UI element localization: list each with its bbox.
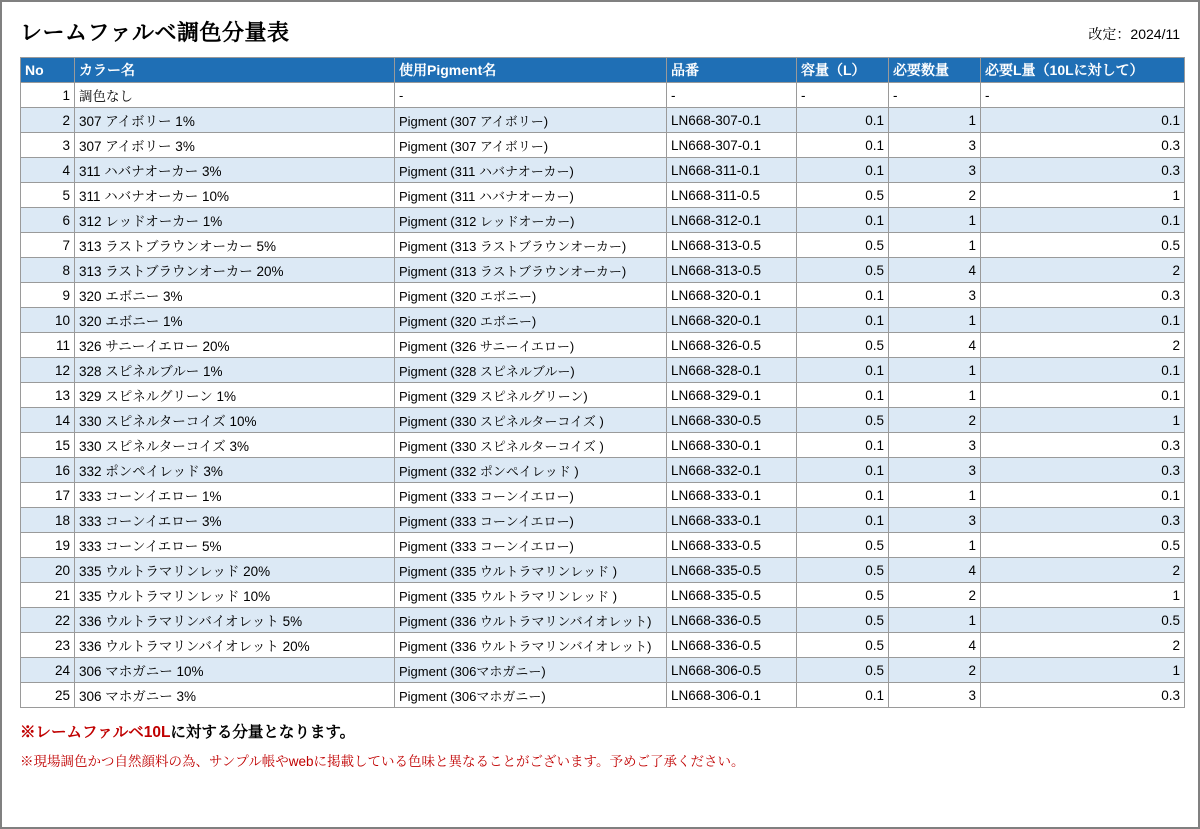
cell-color-name: 307 アイボリー 1%: [75, 108, 395, 133]
color-mix-table: [20, 57, 1185, 708]
cell-color-name: 333 コーンイエロー 3%: [75, 508, 395, 533]
cell-pigment-name: Pigment (336 ウルトラマリンバイオレット): [395, 608, 667, 633]
cell-product-code: LN668-326-0.5: [667, 333, 797, 358]
cell-volume: 0.1: [797, 133, 889, 158]
cell-quantity: 2: [889, 183, 981, 208]
cell-quantity: 3: [889, 158, 981, 183]
cell-quantity: 4: [889, 258, 981, 283]
cell-required-liters: 1: [981, 408, 1185, 433]
cell-color-name: 311 ハバナオーカー 10%: [75, 183, 395, 208]
cell-required-liters: 2: [981, 633, 1185, 658]
cell-volume: 0.1: [797, 483, 889, 508]
cell-no: 9: [21, 283, 75, 308]
cell-quantity: 1: [889, 208, 981, 233]
cell-product-code: LN668-320-0.1: [667, 283, 797, 308]
cell-quantity: 3: [889, 133, 981, 158]
cell-no: 14: [21, 408, 75, 433]
cell-color-name: 326 サニーイエロー 20%: [75, 333, 395, 358]
cell-quantity: 1: [889, 608, 981, 633]
cell-no: 4: [21, 158, 75, 183]
cell-no: 23: [21, 633, 75, 658]
cell-volume: 0.5: [797, 533, 889, 558]
table-row: [21, 458, 1185, 483]
cell-pigment-name: Pigment (313 ラストブラウンオーカー): [395, 258, 667, 283]
cell-product-code: -: [667, 83, 797, 108]
cell-pigment-name: Pigment (333 コーンイエロー): [395, 533, 667, 558]
table-row: [21, 583, 1185, 608]
cell-no: 15: [21, 433, 75, 458]
table-row: [21, 608, 1185, 633]
table-row: [21, 208, 1185, 233]
table-row: [21, 633, 1185, 658]
cell-quantity: 1: [889, 483, 981, 508]
cell-color-name: 335 ウルトラマリンレッド 10%: [75, 583, 395, 608]
table-row: [21, 533, 1185, 558]
cell-product-code: LN668-332-0.1: [667, 458, 797, 483]
cell-pigment-name: Pigment (335 ウルトラマリンレッド ): [395, 558, 667, 583]
cell-quantity: 1: [889, 108, 981, 133]
cell-pigment-name: -: [395, 83, 667, 108]
cell-pigment-name: Pigment (336 ウルトラマリンバイオレット): [395, 633, 667, 658]
cell-product-code: LN668-320-0.1: [667, 308, 797, 333]
cell-color-name: 313 ラストブラウンオーカー 20%: [75, 258, 395, 283]
cell-product-code: LN668-313-0.5: [667, 233, 797, 258]
cell-color-name: 336 ウルトラマリンバイオレット 20%: [75, 633, 395, 658]
cell-pigment-name: Pigment (313 ラストブラウンオーカー): [395, 233, 667, 258]
table-row: [21, 358, 1185, 383]
cell-required-liters: 0.1: [981, 108, 1185, 133]
cell-product-code: LN668-311-0.5: [667, 183, 797, 208]
cell-required-liters: 0.1: [981, 208, 1185, 233]
cell-quantity: 1: [889, 383, 981, 408]
cell-pigment-name: Pigment (307 アイボリー): [395, 108, 667, 133]
table-row: [21, 158, 1185, 183]
table-row: [21, 383, 1185, 408]
cell-required-liters: 0.1: [981, 308, 1185, 333]
cell-volume: 0.5: [797, 558, 889, 583]
note-secondary: ※現場調色かつ自然顔料の為、サンプル帳やwebに掲載している色味と異なることがございます。予めご了承ください。: [20, 754, 745, 769]
cell-color-name: 328 スピネルブルー 1%: [75, 358, 395, 383]
cell-volume: 0.5: [797, 183, 889, 208]
cell-quantity: 1: [889, 533, 981, 558]
cell-required-liters: 0.3: [981, 133, 1185, 158]
table-row: [21, 283, 1185, 308]
column-header-color-name: カラー名: [75, 58, 395, 83]
cell-no: 10: [21, 308, 75, 333]
column-header-quantity: 必要数量: [889, 58, 981, 83]
table-row: [21, 333, 1185, 358]
cell-pigment-name: Pigment (307 アイボリー): [395, 133, 667, 158]
cell-quantity: 1: [889, 308, 981, 333]
cell-quantity: 2: [889, 583, 981, 608]
column-header-pigment-name: 使用Pigment名: [395, 58, 667, 83]
table-row: [21, 83, 1185, 108]
column-header-required-liters: 必要L量（10Lに対して）: [981, 58, 1185, 83]
cell-color-name: 333 コーンイエロー 1%: [75, 483, 395, 508]
cell-required-liters: 2: [981, 333, 1185, 358]
cell-no: 24: [21, 658, 75, 683]
cell-volume: 0.5: [797, 583, 889, 608]
cell-required-liters: 2: [981, 558, 1185, 583]
cell-color-name: 335 ウルトラマリンレッド 20%: [75, 558, 395, 583]
cell-volume: 0.5: [797, 258, 889, 283]
cell-color-name: 307 アイボリー 3%: [75, 133, 395, 158]
cell-quantity: 4: [889, 633, 981, 658]
cell-color-name: 320 エボニー 3%: [75, 283, 395, 308]
cell-required-liters: -: [981, 83, 1185, 108]
cell-color-name: 330 スピネルターコイズ 3%: [75, 433, 395, 458]
cell-color-name: 313 ラストブラウンオーカー 5%: [75, 233, 395, 258]
cell-no: 2: [21, 108, 75, 133]
table-row: [21, 308, 1185, 333]
cell-no: 13: [21, 383, 75, 408]
cell-pigment-name: Pigment (330 スピネルターコイズ ): [395, 433, 667, 458]
cell-required-liters: 1: [981, 583, 1185, 608]
cell-product-code: LN668-330-0.5: [667, 408, 797, 433]
cell-pigment-name: Pigment (329 スピネルグリーン): [395, 383, 667, 408]
cell-volume: 0.5: [797, 408, 889, 433]
cell-volume: 0.1: [797, 158, 889, 183]
cell-product-code: LN668-306-0.1: [667, 683, 797, 708]
cell-product-code: LN668-311-0.1: [667, 158, 797, 183]
cell-volume: 0.1: [797, 458, 889, 483]
cell-product-code: LN668-336-0.5: [667, 608, 797, 633]
cell-quantity: -: [889, 83, 981, 108]
cell-product-code: LN668-312-0.1: [667, 208, 797, 233]
cell-pigment-name: Pigment (330 スピネルターコイズ ): [395, 408, 667, 433]
cell-color-name: 329 スピネルグリーン 1%: [75, 383, 395, 408]
cell-quantity: 3: [889, 283, 981, 308]
table-row: [21, 233, 1185, 258]
note-mark: ※: [20, 724, 36, 741]
cell-product-code: LN668-330-0.1: [667, 433, 797, 458]
cell-product-code: LN668-333-0.1: [667, 483, 797, 508]
cell-color-name: 312 レッドオーカー 1%: [75, 208, 395, 233]
cell-required-liters: 1: [981, 658, 1185, 683]
column-header-no: No: [21, 58, 75, 83]
cell-volume: 0.1: [797, 358, 889, 383]
cell-no: 20: [21, 558, 75, 583]
cell-no: 22: [21, 608, 75, 633]
cell-product-code: LN668-335-0.5: [667, 583, 797, 608]
cell-quantity: 3: [889, 433, 981, 458]
cell-required-liters: 0.1: [981, 483, 1185, 508]
cell-required-liters: 0.5: [981, 608, 1185, 633]
cell-volume: 0.1: [797, 433, 889, 458]
cell-pigment-name: Pigment (335 ウルトラマリンレッド ): [395, 583, 667, 608]
cell-no: 8: [21, 258, 75, 283]
revision-date: 改定：2024/11: [1088, 26, 1180, 42]
cell-required-liters: 0.1: [981, 358, 1185, 383]
cell-required-liters: 0.5: [981, 233, 1185, 258]
cell-volume: 0.5: [797, 333, 889, 358]
cell-quantity: 2: [889, 408, 981, 433]
cell-no: 12: [21, 358, 75, 383]
cell-product-code: LN668-329-0.1: [667, 383, 797, 408]
table-row: [21, 483, 1185, 508]
cell-no: 1: [21, 83, 75, 108]
cell-quantity: 4: [889, 333, 981, 358]
cell-pigment-name: Pigment (320 エボニー): [395, 283, 667, 308]
cell-pigment-name: Pigment (306マホガニー): [395, 658, 667, 683]
table-header-row: [21, 58, 1185, 83]
cell-no: 21: [21, 583, 75, 608]
cell-required-liters: 0.3: [981, 458, 1185, 483]
cell-volume: 0.1: [797, 283, 889, 308]
cell-required-liters: 0.3: [981, 683, 1185, 708]
cell-quantity: 4: [889, 558, 981, 583]
cell-color-name: 333 コーンイエロー 5%: [75, 533, 395, 558]
table-row: [21, 558, 1185, 583]
cell-product-code: LN668-306-0.5: [667, 658, 797, 683]
cell-required-liters: 0.3: [981, 508, 1185, 533]
table-row: [21, 183, 1185, 208]
cell-pigment-name: Pigment (320 エボニー): [395, 308, 667, 333]
cell-no: 5: [21, 183, 75, 208]
cell-required-liters: 0.3: [981, 283, 1185, 308]
cell-color-name: 調色なし: [75, 83, 395, 108]
cell-required-liters: 0.3: [981, 158, 1185, 183]
cell-required-liters: 2: [981, 258, 1185, 283]
cell-no: 6: [21, 208, 75, 233]
cell-product-code: LN668-307-0.1: [667, 133, 797, 158]
cell-quantity: 1: [889, 358, 981, 383]
cell-volume: 0.5: [797, 233, 889, 258]
cell-color-name: 306 マホガニー 3%: [75, 683, 395, 708]
cell-required-liters: 1: [981, 183, 1185, 208]
cell-pigment-name: Pigment (311 ハバナオーカー): [395, 158, 667, 183]
table-row: [21, 433, 1185, 458]
cell-product-code: LN668-328-0.1: [667, 358, 797, 383]
cell-quantity: 2: [889, 658, 981, 683]
cell-no: 17: [21, 483, 75, 508]
cell-pigment-name: Pigment (312 レッドオーカー): [395, 208, 667, 233]
cell-pigment-name: Pigment (332 ポンペイレッド ): [395, 458, 667, 483]
cell-pigment-name: Pigment (333 コーンイエロー): [395, 483, 667, 508]
cell-product-code: LN668-336-0.5: [667, 633, 797, 658]
cell-color-name: 320 エボニー 1%: [75, 308, 395, 333]
cell-pigment-name: Pigment (306マホガニー): [395, 683, 667, 708]
table-row: [21, 508, 1185, 533]
table-body: [21, 83, 1185, 708]
cell-no: 18: [21, 508, 75, 533]
cell-volume: 0.1: [797, 508, 889, 533]
cell-volume: 0.1: [797, 683, 889, 708]
cell-quantity: 3: [889, 508, 981, 533]
cell-pigment-name: Pigment (333 コーンイエロー): [395, 508, 667, 533]
cell-quantity: 1: [889, 233, 981, 258]
column-header-volume: 容量（L）: [797, 58, 889, 83]
cell-volume: 0.5: [797, 608, 889, 633]
cell-product-code: LN668-307-0.1: [667, 108, 797, 133]
page-title: レームファルベ調色分量表: [20, 20, 290, 45]
cell-color-name: 336 ウルトラマリンバイオレット 5%: [75, 608, 395, 633]
cell-color-name: 311 ハバナオーカー 3%: [75, 158, 395, 183]
note-primary-black: に対する分量となります。: [170, 724, 356, 741]
table-row: [21, 683, 1185, 708]
cell-no: 16: [21, 458, 75, 483]
cell-volume: 0.1: [797, 383, 889, 408]
table-row: [21, 408, 1185, 433]
cell-volume: 0.5: [797, 658, 889, 683]
cell-product-code: LN668-335-0.5: [667, 558, 797, 583]
table-row: [21, 133, 1185, 158]
cell-required-liters: 0.1: [981, 383, 1185, 408]
cell-quantity: 3: [889, 683, 981, 708]
cell-no: 7: [21, 233, 75, 258]
cell-pigment-name: Pigment (328 スピネルブルー): [395, 358, 667, 383]
cell-product-code: LN668-313-0.5: [667, 258, 797, 283]
cell-color-name: 332 ポンペイレッド 3%: [75, 458, 395, 483]
note-primary-red: レームファルベ10L: [35, 724, 171, 741]
cell-no: 11: [21, 333, 75, 358]
table-row: [21, 258, 1185, 283]
cell-pigment-name: Pigment (326 サニーイエロー): [395, 333, 667, 358]
cell-no: 25: [21, 683, 75, 708]
document-header: [20, 16, 1180, 47]
cell-quantity: 3: [889, 458, 981, 483]
cell-volume: 0.5: [797, 633, 889, 658]
cell-no: 3: [21, 133, 75, 158]
cell-volume: -: [797, 83, 889, 108]
column-header-product-code: 品番: [667, 58, 797, 83]
note-primary: [20, 720, 1180, 742]
cell-pigment-name: Pigment (311 ハバナオーカー): [395, 183, 667, 208]
cell-color-name: 306 マホガニー 10%: [75, 658, 395, 683]
table-row: [21, 658, 1185, 683]
cell-volume: 0.1: [797, 308, 889, 333]
cell-product-code: LN668-333-0.1: [667, 508, 797, 533]
cell-volume: 0.1: [797, 208, 889, 233]
cell-volume: 0.1: [797, 108, 889, 133]
table-row: [21, 108, 1185, 133]
cell-product-code: LN668-333-0.5: [667, 533, 797, 558]
cell-required-liters: 0.3: [981, 433, 1185, 458]
cell-color-name: 330 スピネルターコイズ 10%: [75, 408, 395, 433]
cell-no: 19: [21, 533, 75, 558]
cell-required-liters: 0.5: [981, 533, 1185, 558]
